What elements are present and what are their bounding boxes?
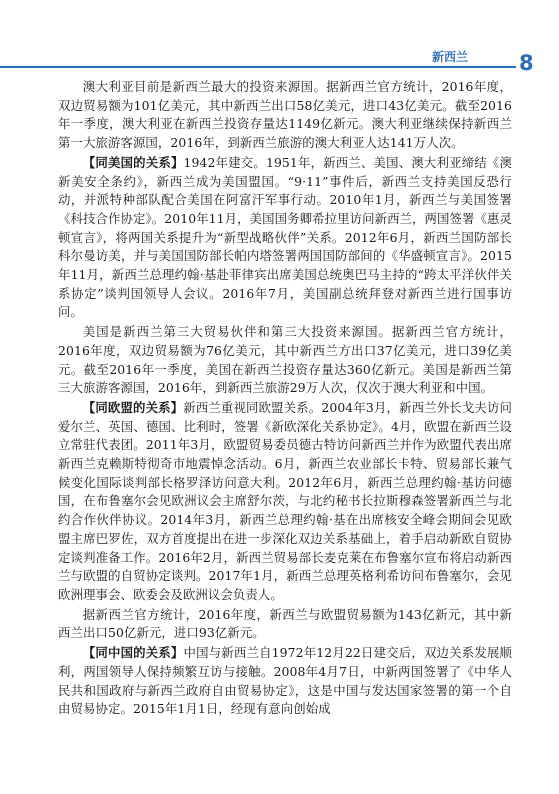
- header-rule: [0, 66, 516, 68]
- paragraph-lead: 【同美国的关系】: [82, 154, 184, 170]
- paragraph-usa-relations: [58, 154, 512, 322]
- body-text: [58, 78, 512, 720]
- page-number: 8: [519, 51, 534, 75]
- paragraph-lead: 【同中国的关系】: [82, 645, 184, 661]
- running-header-title: 新西兰: [432, 50, 469, 64]
- paragraph-china-relations: [58, 644, 512, 719]
- paragraph-eu-trade: [58, 606, 512, 643]
- paragraph-eu-relations: [58, 399, 512, 605]
- paragraph-text: 澳大利亚目前是新西兰最大的投资来源国。据新西兰官方统计，2016年度，双边贸易额为101亿美元，其中新西兰出口58亿美元，进口43亿美元。截至2016年一季度，澳大利亚在新西兰投资存量达1149亿新元。澳大利亚继续保持新西兰第一大旅游客源国，2016年，到新西兰旅游的澳大利亚人达141万人次。: [58, 79, 512, 151]
- paragraph-lead: 【同欧盟的关系】: [82, 399, 184, 415]
- paragraph-text: 美国是新西兰第三大贸易伙伴和第三大投资来源国。据新西兰官方统计，2016年度，双边贸易额为76亿美元，其中新西兰方出口37亿美元，进口39亿美元。截至2016年一季度，美国在新西兰投资存量达360亿新元。美国是新西兰第三大旅游客源国，2016年，到新西兰旅游29万人次，仅次于澳大利亚和中国。: [58, 324, 512, 396]
- paragraph-text: 据新西兰官方统计，2016年度，新西兰与欧盟贸易额为143亿新元，其中新西兰出口50亿新元，进口93亿新元。: [58, 606, 512, 641]
- paragraph-text: 中国与新西兰自1972年12月22日建交后，双边关系发展顺利，两国领导人保持频繁互访与接触。2008年4月7日，中新两国签署了《中华人民共和国政府与新西兰政府自由贸易协定》，这是中国与发达国家签署的第一个自由贸易协定。2015年1月1日，经现有意向创始成: [58, 645, 512, 717]
- paragraph-usa-trade: [58, 323, 512, 398]
- paragraph-australia-investment: [58, 78, 512, 153]
- paragraph-text: 1942年建交。1951年，新西兰、美国、澳大利亚缔结《澳新美安全条约》，新西兰成为美国盟国。“9·11”事件后，新西兰支持美国反恐行动，并派特种部队配合美国在阿富汗军事行动。2010年1月，新西兰与美国签署《科技合作协定》。2010年11月，美国国务卿希拉里访问新西兰，两国签署《惠灵顿宣言》，将两国关系提升为“新型战略伙伴”关系。2012年6月，新西兰国防部长科尔曼访美，并与美国国防部长帕内塔签署两国国防部间的《华盛顿宣言》。2015年11月，新西兰总理约翰·基赴菲律宾出席美国总统奥巴马主持的“跨太平洋伙伴关系协定”谈判国领导人会议。2016年7月，美国副总统拜登对新西兰进行国事访问。: [58, 154, 512, 320]
- paragraph-text: 新西兰重视同欧盟关系。2004年3月，新西兰外长戈夫访问爱尔兰、英国、德国、比利时，签署《新欧深化关系协定》。4月，欧盟在新西兰设立常驻代表团。2011年3月，欧盟贸易委员德古特访问新西兰并作为欧盟代表出席新西兰克赖斯特彻奇市地震悼念活动。6月，新西兰农业部长卡特、贸易部长兼气候变化国际谈判部长格罗泽访问意大利。2012年6月，新西兰总理约翰·基访问德国，在布鲁塞尔会见欧洲议会主席舒尔茨，与北约秘书长拉斯穆森签署新西兰与北约合作伙伴协议。2014年3月，新西兰总理约翰·基在出席核安全峰会期间会见欧盟主席巴罗佐，双方首度提出在进一步深化双边关系基础上，着手启动新欧自贸协定谈判准备工作。2016年2月，新西兰贸易部长麦克莱在布鲁塞尔宣布将启动新西兰与欧盟的自贸协定谈判。2017年1月，新西兰总理英格利希访问布鲁塞尔，会见欧洲理事会、欧委会及欧洲议会负责人。: [58, 399, 512, 602]
